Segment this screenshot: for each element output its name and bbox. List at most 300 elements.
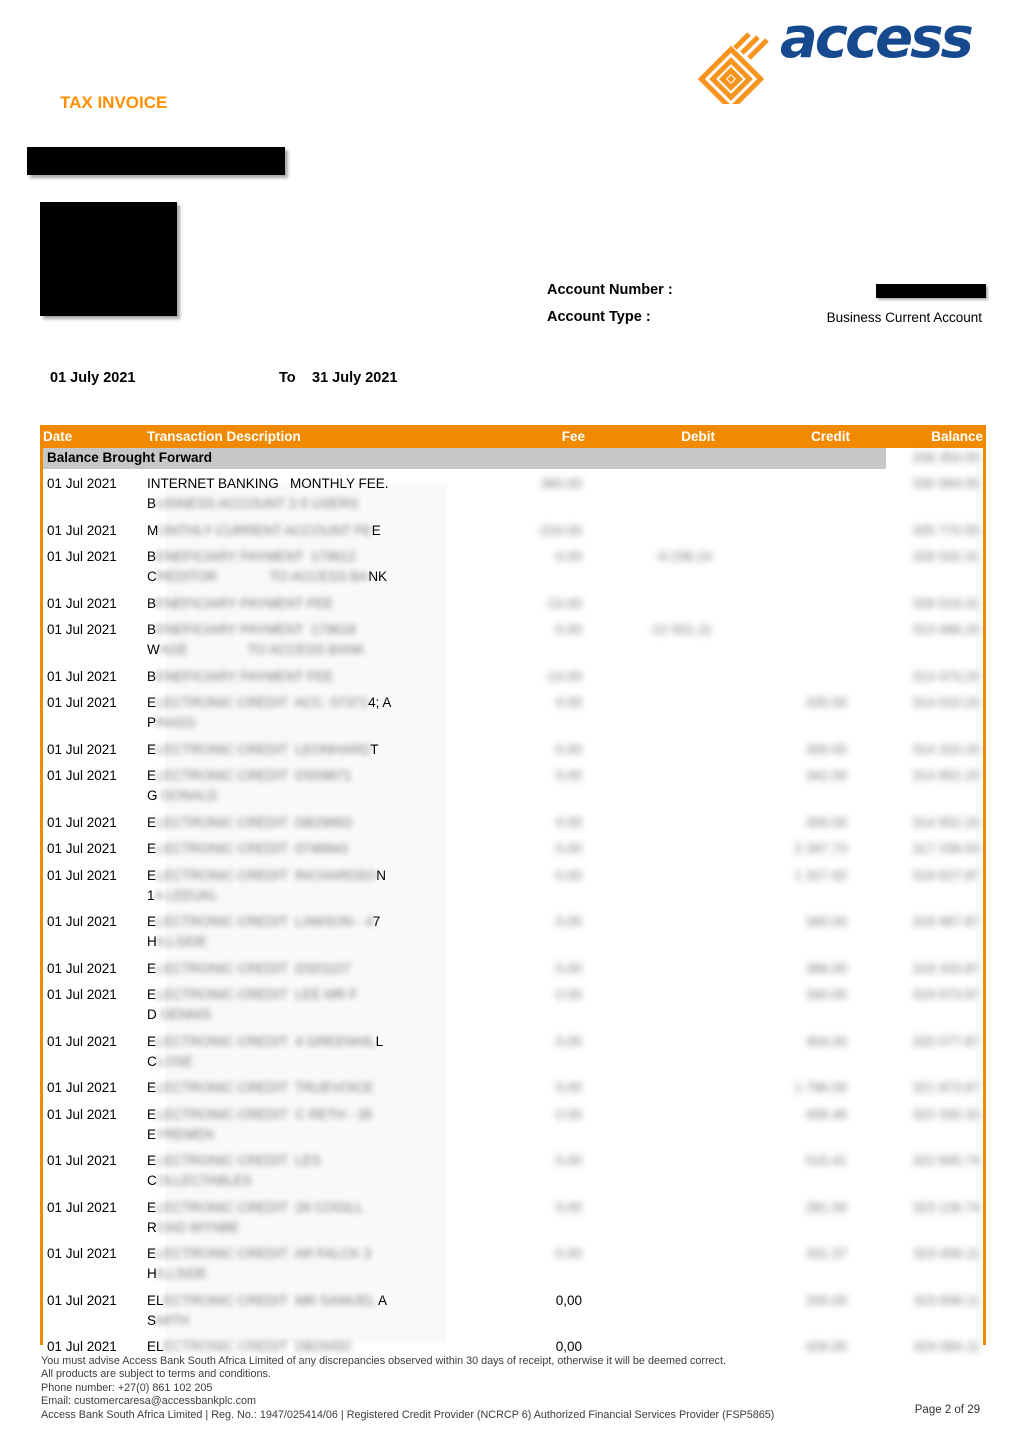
redacted-amount: 0.00 [555,768,582,783]
transaction-row [43,1029,983,1076]
balance-cell [850,594,983,614]
redacted-text-segment: AGE TO ACCESS BANK [159,642,366,657]
transaction-date: 01 Jul 2021 [47,768,117,783]
transaction-description [147,1291,441,1331]
redacted-amount: 328 532.31 [912,549,980,564]
fee-cell [441,740,585,760]
redacted-amount: 0.00 [555,914,582,929]
credit-cell [715,740,850,760]
redacted-text-segment: LECTRONIC CREDIT LAWSON - 4 [156,914,373,929]
redacted-amount: -9 238.24 [654,549,712,564]
redacted-text-segment: LOSE [156,1053,193,1069]
redacted-text-segment: LECTRONIC CREDIT DS09871 [156,768,352,783]
transactions-table [40,425,986,1354]
redacted-amount: 318 967.87 [912,914,980,929]
fee-cell [441,1337,585,1357]
redacted-text-segment: USINESS ACCOUNT 2-5 USERS [156,496,359,511]
redacted-amount: 324 084.11 [913,1339,980,1354]
period-from: 01 July 2021 [50,370,136,386]
fee-cell [441,766,585,786]
redacted-text-segment: REDITOR TO ACCESS BA [156,569,369,584]
balance-cell [850,1078,983,1098]
fee-cell [441,813,585,833]
balance-cell [850,547,983,567]
transaction-description [147,1151,441,1191]
redacted-text-segment: LECTRONIC CREDIT ACC. 07371 [156,695,369,710]
redacted-text-segment: RAGG [156,715,196,730]
transaction-row [43,690,983,737]
redacted-amount: 335.00 [805,695,847,710]
redacted-text-segment: LECTRONIC CREDIT LEE MR F [156,987,358,1002]
text-segment: E [147,741,157,757]
redacted-amount: 0.00 [555,1153,582,1168]
text-segment: EL [147,1339,164,1354]
redacted-amount: 426.00 [805,1339,847,1354]
fee-cell [441,1151,585,1171]
account-type-label: Account Type : [547,309,651,325]
footer-line: Access Bank South Africa Limited | Reg. No.: 1947/025414/06 | Registered Credit Provider (NCRCP 6) Authorized Financial Services Provider (FSP5865) [41,1408,775,1421]
transaction-row [43,956,983,983]
text-segment: INTERNET BANKING MONTHLY FEE. [147,476,389,491]
redacted-text-segment: LECTRONIC CREDIT DS01107 [156,960,351,976]
header-fee: Fee [561,429,585,444]
transaction-row [43,1195,983,1242]
text-segment: E [147,1199,157,1215]
text-segment: C [147,1053,157,1069]
transaction-date: 01 Jul 2021 [47,1106,117,1122]
redacted-amount: 0.00 [555,622,582,637]
text-segment: E [147,867,157,883]
balance-cell [850,620,983,640]
header-debit: Debit [681,429,715,444]
transaction-date: 01 Jul 2021 [47,741,117,757]
text-segment: M [147,522,159,538]
redacted-amount: 515.41 [805,1153,847,1168]
text-segment: H [147,934,157,949]
text-segment: E [147,768,157,783]
redacted-text-segment: LECTRONIC CREDIT C RETH - 35 [156,1106,373,1122]
redacted-amount: 0.00 [555,867,582,883]
redacted-amount: 300.00 [805,741,847,757]
credit-cell [715,866,850,886]
redacted-amount: -224.00 [536,522,582,538]
redacted-amount: 319 673.87 [912,987,980,1002]
footer-line: Phone number: +27(0) 861 102 205 [41,1381,213,1394]
text-segment: H [147,1266,157,1281]
balance-cell [850,839,983,859]
redacted-amount: 317 299.93 [912,841,980,856]
credit-cell [715,813,850,833]
fee-cell [441,521,585,541]
redacted-text-segment: A LEEUKL [154,887,219,903]
balance-cell [850,1151,983,1171]
balance-cell [850,474,983,494]
transaction-row [43,1075,983,1102]
fee-cell [441,959,585,979]
redacted-text-segment: ONTHLY CURRENT ACCOUNT FE [158,522,372,538]
logo-wordmark: access [780,6,971,71]
fee-cell [441,667,585,687]
header-credit: Credit [810,429,850,444]
credit-cell [715,985,850,1005]
text-segment: S [147,1312,157,1328]
transaction-description [147,985,441,1025]
redacted-amount: -13.00 [543,668,582,684]
fee-cell [441,1105,585,1125]
balance-cell [850,813,983,833]
credit-cell [715,1078,850,1098]
debit-cell [585,620,715,640]
access-diamond-icon [688,24,774,104]
table-body [43,471,983,1361]
redacted-text-segment: MITH [156,1312,190,1328]
transaction-row [43,763,983,810]
transaction-date: 01 Jul 2021 [47,987,117,1002]
redacted-amount: 0.00 [555,814,582,830]
transaction-row [43,1241,983,1288]
redacted-amount: 323 658.11 [913,1292,980,1308]
balance-cell [850,866,983,886]
transaction-row [43,863,983,910]
text-segment: P [147,715,157,730]
redacted-amount: 2 347.73 [794,841,847,856]
redacted-text-segment: LECTRONIC CREDIT AR FALCK 3 [156,1246,372,1261]
text-segment: B [147,622,157,637]
fee-cell [441,866,585,886]
text-segment: C [147,1173,157,1188]
text-segment: C [147,569,157,584]
transaction-row [43,1102,983,1149]
balance-cell [850,667,983,687]
redacted-amount: 331.37 [805,1246,847,1261]
transaction-date: 01 Jul 2021 [47,914,117,929]
text-segment: E [147,960,157,976]
page-number: Page 2 of 29 [914,1404,980,1416]
text-segment: A [375,1292,388,1308]
fee-cell [441,1198,585,1218]
footer-disclaimer [41,1355,941,1422]
text-segment: D [147,1007,157,1022]
text-segment: E [147,914,157,929]
transaction-description [147,1337,441,1357]
text-segment: R [147,1219,157,1235]
transaction-description [147,620,441,660]
redacted-text-segment: LECTRONIC CREDIT RICHARDSO [156,867,377,883]
fee-cell [441,620,585,640]
footer-line: Email: customercaresa@accessbankplc.com [41,1395,256,1408]
text-segment: E [147,695,157,710]
redacted-amount: 313 486.20 [912,622,980,637]
redacted-amount: 314 310.20 [912,741,980,757]
redacted-amount: 300.00 [805,814,847,830]
credit-cell [715,1198,850,1218]
text-segment: W [147,642,160,657]
redacted-amount: 0.00 [555,549,582,564]
credit-cell [715,839,850,859]
redacted-text-segment: DENNIS [156,1007,212,1022]
redacted-text-segment: ENEFICIARY PAYMENT FEE [156,668,334,684]
account-type-value: Business Current Account [826,310,982,325]
header-balance: Balance [931,429,983,444]
credit-cell [715,912,850,932]
fee-cell [441,547,585,567]
redacted-amount: 340.00 [805,987,847,1002]
transaction-description [147,1244,441,1284]
transaction-description [147,521,441,541]
transaction-description [147,766,441,806]
transaction-description [147,740,441,760]
redacted-amount: 0.00 [555,1199,582,1215]
transaction-date: 01 Jul 2021 [47,1033,117,1049]
balance-cell [850,959,983,979]
redacted-amount: 1 327.92 [794,867,847,883]
redacted-text-segment: OLLECTABLES [156,1173,252,1188]
redacted-amount: 0.00 [555,741,582,757]
redacted-amount: 0.00 [555,1080,582,1095]
fee-cell [441,839,585,859]
redacted-amount: 319 333.87 [912,960,980,976]
redacted-text-segment: LECTRONIC CREDIT LES [156,1153,321,1168]
redacted-text-segment: LECTRONIC CREDIT 28 COGILL [156,1199,364,1215]
redacted-amount: 342.00 [805,768,847,783]
transaction-row [43,518,983,545]
transaction-date: 01 Jul 2021 [47,476,117,491]
fee-cell [441,1244,585,1264]
transaction-row [43,1148,983,1195]
redacted-text-segment: ILLSIDE [156,934,208,949]
redacted-text-segment: LECTRONIC CREDIT LEONHARD [156,741,371,757]
transaction-row [43,591,983,618]
text-segment: E [147,1106,157,1122]
transaction-row [43,737,983,764]
redacted-amount: 321 873.87 [912,1080,980,1095]
transaction-description [147,1078,441,1098]
redacted-amount: 323 126.74 [912,1199,980,1215]
redacted-amount: 281.00 [805,1199,847,1215]
redacted-amount: 318 627.87 [912,867,980,883]
credit-cell [715,1291,850,1311]
transaction-date: 01 Jul 2021 [47,1292,117,1308]
text-segment: 7 [372,914,381,929]
bbf-balance-redacted: 336 354.55 [912,450,980,465]
redacted-text-segment: DONALD [157,788,218,803]
redacted-amount: 200.00 [805,1292,847,1308]
transaction-date: 01 Jul 2021 [47,867,117,883]
redacted-amount: 314 952.20 [912,814,980,830]
redacted-text-segment: ENEFICIARY PAYMENT FEE [156,595,334,611]
transaction-description [147,1105,441,1145]
credit-cell [715,766,850,786]
balance-cell [850,1105,983,1125]
transaction-row [43,1288,983,1335]
transaction-description [147,866,441,906]
transaction-row [43,664,983,691]
redacted-text-segment: ECTRONIC CREDIT MR SAMUEL [163,1292,376,1308]
text-segment: E [147,1126,157,1142]
transaction-description [147,839,441,859]
text-segment: B [147,595,157,611]
transaction-date: 01 Jul 2021 [47,1080,117,1095]
account-number-label: Account Number : [547,282,673,298]
transaction-date: 01 Jul 2021 [47,668,117,684]
text-segment: E [147,814,157,830]
transaction-description [147,547,441,587]
transaction-date: 01 Jul 2021 [47,1246,117,1261]
transaction-description [147,912,441,952]
redacted-amount: 335 770.55 [912,522,980,538]
text-segment: E [371,522,381,538]
text-segment: 4; A [368,695,392,710]
redacted-amount: 313 473.20 [912,668,980,684]
redacted-amount: 320 077.87 [912,1033,980,1049]
redacted-amount: 1 796.00 [794,1080,847,1095]
redacted-amount: 0.00 [555,1106,582,1122]
transaction-date: 01 Jul 2021 [47,1153,117,1168]
text-segment: N [376,867,387,883]
redacted-amount: 322 845.74 [912,1153,980,1168]
redacted-amount: 322 330.33 [912,1106,980,1122]
footer-line: All products are subject to terms and conditions. [41,1368,271,1381]
credit-cell [715,693,850,713]
text-segment: E [147,1080,157,1095]
transaction-date: 01 Jul 2021 [47,1339,117,1354]
transaction-date: 01 Jul 2021 [47,695,117,710]
fee-cell [441,1291,585,1311]
period-to-label: To [279,370,296,386]
redacted-amount: 0.00 [555,1246,582,1261]
redacted-amount: 0.00 [555,960,582,976]
redacted-text-segment: LECTRONIC CREDIT 0748943 [156,841,348,856]
redacted-amount: 314 652.20 [912,768,980,783]
redacted-amount: 404.00 [805,1033,847,1049]
balance-cell [850,693,983,713]
redacted-amount: 0.00 [555,841,582,856]
transaction-date: 01 Jul 2021 [47,960,117,976]
transaction-date: 01 Jul 2021 [47,841,117,856]
credit-cell [715,959,850,979]
text-segment: EL [147,1292,164,1308]
redacted-text-segment: ENEFICIARY PAYMENT 179612 [156,549,356,564]
text-segment: G [147,788,158,803]
credit-cell [715,1244,850,1264]
transaction-description [147,959,441,979]
redacted-amount: 340.00 [805,914,847,929]
balance-cell [850,1198,983,1218]
redacted-amount: 456.46 [805,1106,847,1122]
transaction-description [147,667,441,687]
transaction-date: 01 Jul 2021 [47,522,117,538]
fee-cell [441,594,585,614]
fee-cell [441,985,585,1005]
redacted-text-segment: ILLSIDE [156,1266,208,1281]
page-title: TAX INVOICE [60,93,168,112]
credit-cell [715,1337,850,1357]
transaction-description [147,474,441,514]
fee-cell [441,912,585,932]
redacted-text-segment: LECTRONIC CREDIT 4 GREENHIL [156,1033,376,1049]
redacted-text-segment: OAD WYNBE [156,1219,240,1235]
text-segment: T [370,741,379,757]
redacted-amount: 335 994.55 [912,476,980,491]
redacted-amount: 314 010.20 [912,695,980,710]
redacted-account-number [876,284,986,298]
balance-cell [850,985,983,1005]
fee-cell [441,1078,585,1098]
transaction-row [43,544,983,591]
balance-cell [850,1291,983,1311]
table-header-row [43,425,983,448]
redacted-amount: 360.00 [540,476,582,491]
footer-line: You must advise Access Bank South Africa Limited of any discrepancies observed within 30 days of receipt, otherwise it will be deemed correct. [41,1355,726,1367]
redacted-text-segment: LECTRONIC CREDIT DB29893 [156,814,352,830]
fee-cell [441,693,585,713]
transaction-date: 01 Jul 2021 [47,814,117,830]
text-segment: 1 [147,887,155,903]
balance-cell [850,766,983,786]
access-bank-logo [688,6,988,102]
transaction-description [147,1198,441,1238]
redacted-address-bar [27,147,285,175]
text-segment: L [375,1033,384,1049]
transaction-row [43,836,983,863]
transaction-date: 01 Jul 2021 [47,595,117,611]
amount: 0,00 [555,1339,582,1354]
text-segment: E [147,1033,157,1049]
redacted-amount: 0.00 [555,695,582,710]
redacted-amount: -12 931.11 [648,622,712,637]
header-description: Transaction Description [147,429,301,444]
transaction-description [147,693,441,733]
credit-cell [715,1105,850,1125]
transaction-date: 01 Jul 2021 [47,1199,117,1215]
balance-cell [850,521,983,541]
redacted-text-segment: ENEFICIARY PAYMENT 179618 [156,622,356,637]
amount: 0,00 [555,1292,582,1308]
redacted-text-segment: LECTRONIC CREDIT TRUEVOICE [156,1080,374,1095]
redacted-address-block [40,202,177,316]
balance-cell [850,1337,983,1357]
transaction-description [147,1032,441,1072]
balance-cell [850,1244,983,1264]
text-segment: B [147,549,157,564]
transaction-description [147,813,441,833]
text-segment: E [147,841,157,856]
transaction-date: 01 Jul 2021 [47,622,117,637]
balance-brought-forward-row [43,448,983,471]
balance-cell [850,1032,983,1052]
balance-cell [850,912,983,932]
redacted-text-segment: YREMEN [156,1126,214,1142]
bbf-label: Balance Brought Forward [47,450,213,465]
period-to: 31 July 2021 [312,370,398,386]
transaction-row [43,810,983,837]
transaction-row [43,982,983,1029]
transaction-date: 01 Jul 2021 [47,549,117,564]
redacted-amount: 0.00 [555,1033,582,1049]
transaction-description [147,594,441,614]
redacted-amount: 323 458.11 [913,1246,980,1261]
balance-cell [850,740,983,760]
credit-cell [715,1032,850,1052]
fee-cell [441,474,585,494]
text-segment: NK [368,569,388,584]
redacted-amount: -13.00 [543,595,582,611]
text-segment: B [147,668,157,684]
text-segment: E [147,1246,157,1261]
transaction-row [43,617,983,664]
credit-cell [715,1151,850,1171]
debit-cell [585,547,715,567]
